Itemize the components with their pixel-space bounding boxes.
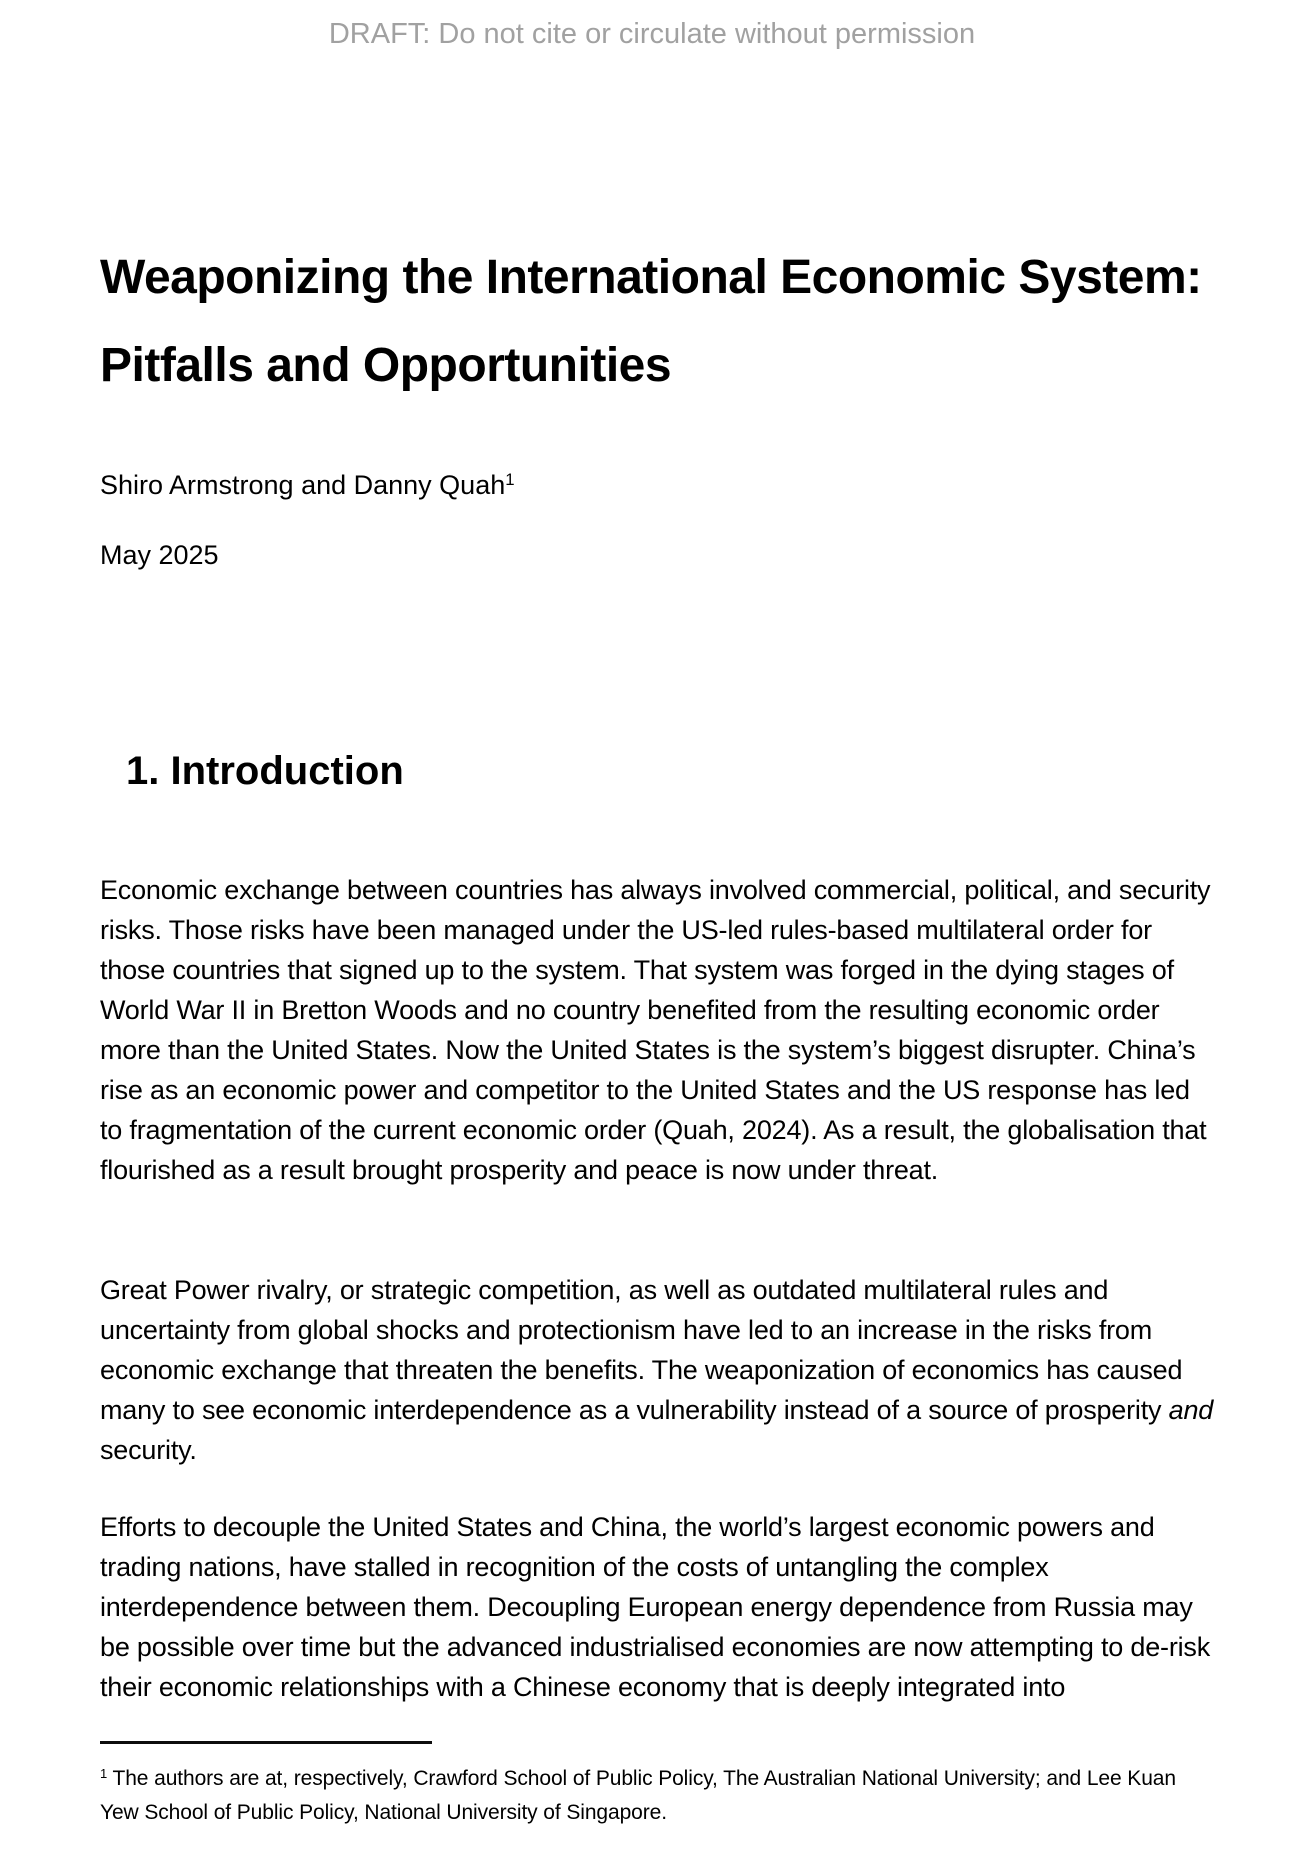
draft-notice: DRAFT: Do not cite or circulate without permission <box>328 18 976 50</box>
body-paragraph-1: Economic exchange between countries has always involved commercial, political, and security risks. Those risks have been managed under the US-led rules-based multilateral order for those countries that signed up to the system. That system was forged in the dying stages of World War II in Bretton Woods and no country benefited from the resulting economic order more than the United States. Now the United States is the system’s biggest disrupter. China’s rise as an economic power and competitor to the United States and the US response has led to fragmentation of the current economic order (Quah, 2024). As a result, the globalisation that flourished as a result brought prosperity and peace is now under threat. <box>100 875 1211 1185</box>
footnote-separator <box>100 1741 432 1744</box>
body-paragraph-3: Efforts to decouple the United States and China, the world’s largest economic powers and trading nations, have stalled in recognition of the costs of untangling the complex interdependence between them. Decoupling European energy dependence from Russia may be possible over time but the advanced industrialised economies are now attempting to de-risk their economic relationships with a Chinese economy that is deeply integrated into <box>100 1512 1211 1702</box>
section-heading: 1. Introduction <box>126 749 404 794</box>
footnote-text: The authors are at, respectively, Crawford School of Public Policy, The Australian National University; and Lee Kuan Yew School of Public Policy, National University of Singapore. <box>100 1767 1176 1824</box>
document-title: Weaponizing the International Economic System: Pitfalls and Opportunities <box>100 251 1228 393</box>
footnote-marker: 1 <box>100 1765 108 1781</box>
author-names: Shiro Armstrong and Danny Quah <box>100 470 506 500</box>
byline <box>100 465 1215 505</box>
footnote <box>100 1762 1215 1830</box>
body-paragraph-2: Great Power rivalry, or strategic competition, as well as outdated multilateral rules and uncertainty from global shocks and protectionism have led to an increase in the risks from economic exchange that threaten the benefits. The weaponization of economics has caused many to see economic interdependence as a vulnerability instead of a source of prosperity and security. <box>100 1275 1214 1465</box>
date-line: May 2025 <box>100 540 219 570</box>
author-footnote-ref: 1 <box>505 469 515 489</box>
